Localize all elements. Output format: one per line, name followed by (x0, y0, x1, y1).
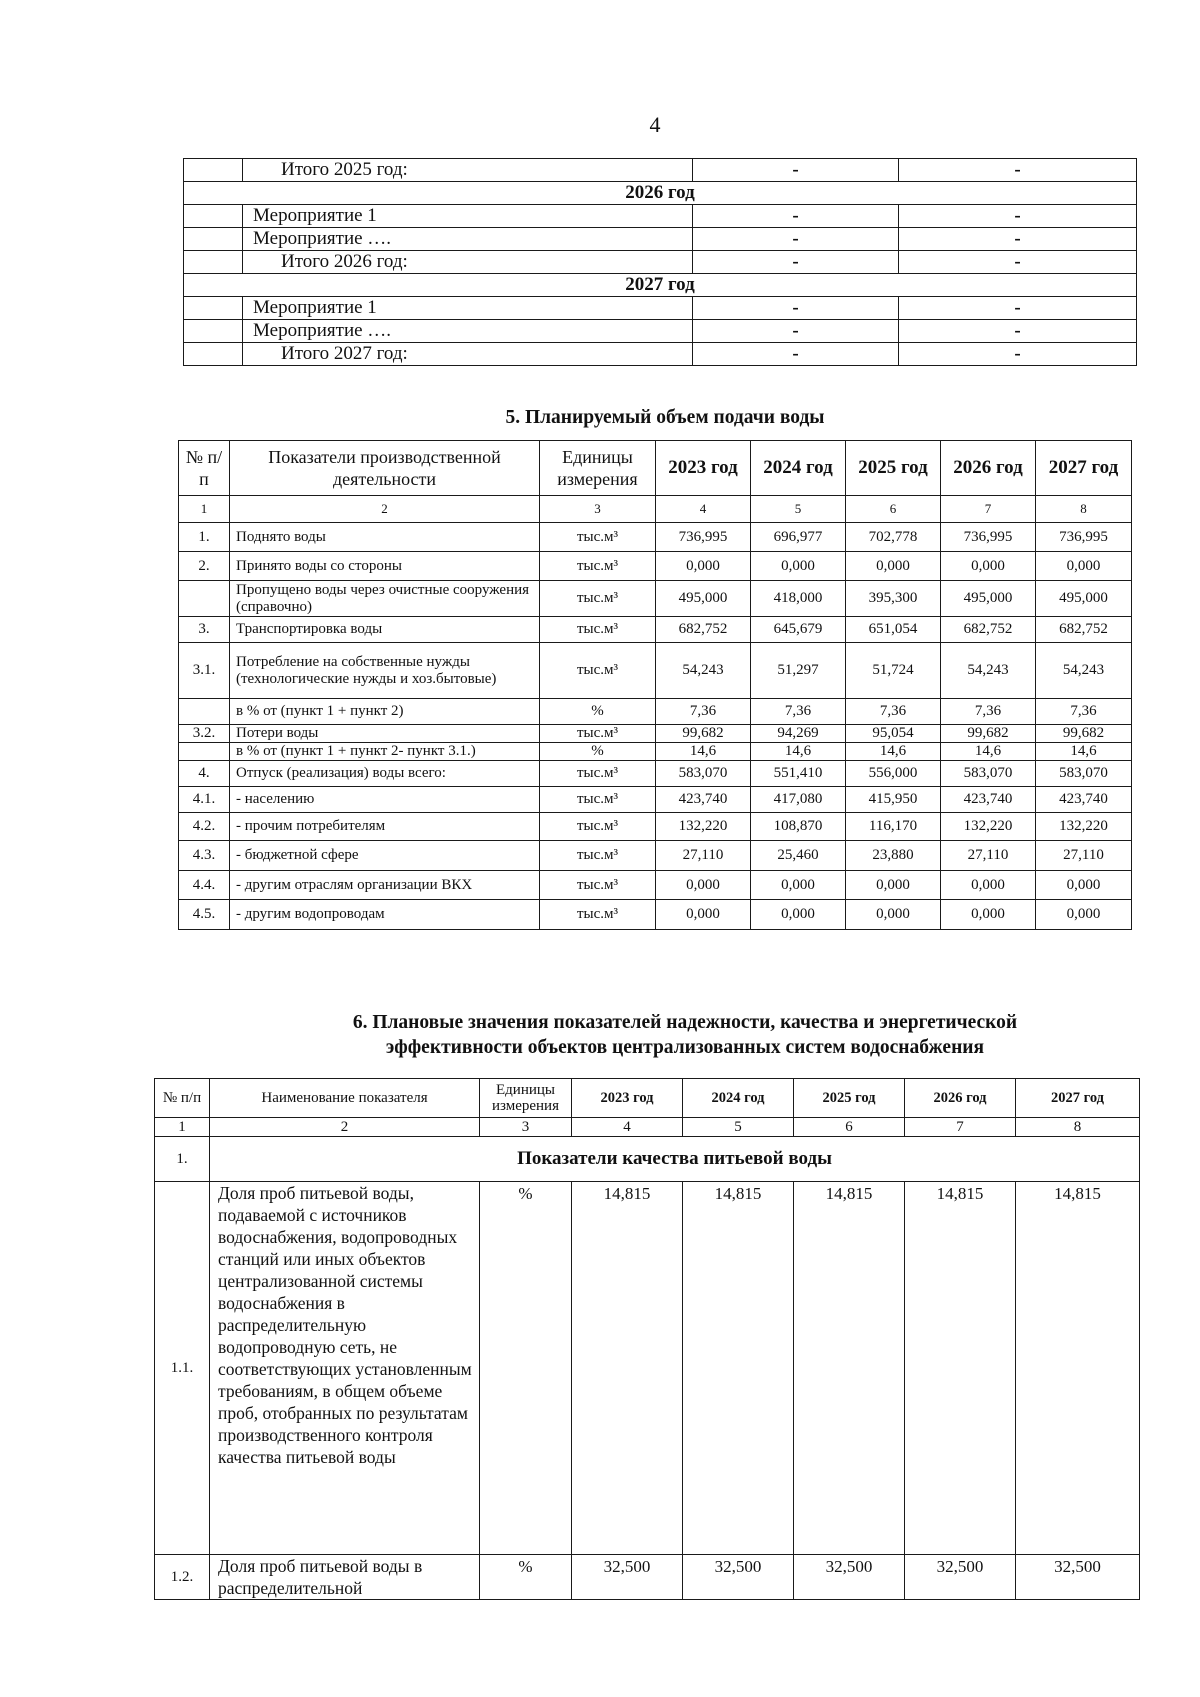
header-unit: Единицы измерения (540, 441, 656, 496)
value-cell: 108,870 (751, 813, 846, 841)
value-cell: 702,778 (846, 523, 941, 552)
value-cell: 682,752 (1036, 617, 1132, 643)
col-number: 5 (751, 496, 846, 523)
indicator-name: Доля проб питьевой воды в распределительной (210, 1555, 480, 1600)
row-no: 3.1. (179, 643, 230, 699)
header-unit: Единицы измерения (480, 1079, 572, 1118)
value-cell: 7,36 (1036, 699, 1132, 725)
unit-cell: тыс.м³ (540, 552, 656, 581)
unit-cell: % (540, 699, 656, 725)
measure-name: Мероприятие 1 (243, 205, 693, 228)
value-cell: 495,000 (941, 581, 1036, 617)
value-cell: 583,070 (941, 761, 1036, 787)
measure-name: Итого 2025 год: (243, 159, 693, 182)
col-number: 8 (1016, 1118, 1140, 1137)
unit-cell: тыс.м³ (540, 871, 656, 900)
table-header (155, 1079, 1140, 1118)
year-row (184, 274, 1137, 297)
header-2025: 2025 год (846, 441, 941, 496)
value-cell: 0,000 (941, 552, 1036, 581)
section6-title-line1: 6. Плановые значения показателей надежности, качества и энергетической (352, 1012, 1018, 1033)
value-cell: 132,220 (656, 813, 751, 841)
unit-cell: % (480, 1555, 572, 1600)
value-cell: 51,724 (846, 643, 941, 699)
header-2027: 2027 год (1036, 441, 1132, 496)
row-no: 3. (179, 617, 230, 643)
table-row (179, 552, 1132, 581)
unit-cell: тыс.м³ (540, 523, 656, 552)
value-cell: 551,410 (751, 761, 846, 787)
indicator-name: Пропущено воды через очистные сооружения (справочно) (230, 581, 540, 617)
indicator-name: Отпуск (реализация) воды всего: (230, 761, 540, 787)
row-no-cell (184, 159, 243, 182)
indicator-name: Доля проб питьевой воды, подаваемой с источников водоснабжения, водопроводных станций или иных объектов централизованной системы водоснабжения в распределительную водопроводную сеть, не соответствующих установленным требованиям, в общем объеме проб, отобранных по результатам производственного контроля качества питьевой воды (210, 1182, 480, 1555)
value-cell: 0,000 (1036, 552, 1132, 581)
value-cell: 14,815 (905, 1182, 1016, 1555)
header-2023: 2023 год (572, 1079, 683, 1118)
section5-title: 5. Планируемый объем подачи воды (505, 407, 825, 428)
measure-name: Мероприятие …. (243, 320, 693, 343)
col-number: 8 (1036, 496, 1132, 523)
value-cell: 14,6 (751, 743, 846, 761)
section-no: 1. (155, 1137, 210, 1182)
value-cell: 27,110 (656, 841, 751, 871)
header-2026: 2026 год (941, 441, 1036, 496)
table-row (184, 159, 1137, 182)
value-cell: - (693, 159, 899, 182)
table-row (179, 871, 1132, 900)
value-cell: - (899, 297, 1137, 320)
value-cell: 54,243 (941, 643, 1036, 699)
value-cell: 682,752 (941, 617, 1036, 643)
col-number: 7 (905, 1118, 1016, 1137)
value-cell: 495,000 (1036, 581, 1132, 617)
page-number: 4 (649, 112, 661, 137)
value-cell: 99,682 (656, 725, 751, 743)
col-number: 6 (794, 1118, 905, 1137)
unit-cell: тыс.м³ (540, 761, 656, 787)
header-indicator: Наименование показателя (210, 1079, 480, 1118)
row-no-cell (184, 343, 243, 366)
row-no: 1.1. (155, 1182, 210, 1555)
table-row (184, 320, 1137, 343)
header-2024: 2024 год (683, 1079, 794, 1118)
unit-cell: тыс.м³ (540, 787, 656, 813)
measure-name: Мероприятие 1 (243, 297, 693, 320)
value-cell: 645,679 (751, 617, 846, 643)
value-cell: 0,000 (846, 871, 941, 900)
value-cell: 736,995 (941, 523, 1036, 552)
table-row (179, 523, 1132, 552)
value-cell: 423,740 (941, 787, 1036, 813)
row-no-cell (184, 251, 243, 274)
value-cell: 14,815 (683, 1182, 794, 1555)
unit-cell: тыс.м³ (540, 900, 656, 930)
value-cell: 7,36 (846, 699, 941, 725)
value-cell: 495,000 (656, 581, 751, 617)
value-cell: - (693, 297, 899, 320)
year-heading: 2027 год (184, 274, 1137, 297)
value-cell: 99,682 (941, 725, 1036, 743)
value-cell: 682,752 (656, 617, 751, 643)
unit-cell: % (540, 743, 656, 761)
row-no: 4.1. (179, 787, 230, 813)
header-2023: 2023 год (656, 441, 751, 496)
section-heading: Показатели качества питьевой воды (210, 1137, 1140, 1182)
section6-title-line2: эффективности объектов централизованных систем водоснабжения (385, 1037, 985, 1058)
value-cell: 116,170 (846, 813, 941, 841)
col-number: 5 (683, 1118, 794, 1137)
col-number: 4 (656, 496, 751, 523)
value-cell: 423,740 (656, 787, 751, 813)
row-no: 4.5. (179, 900, 230, 930)
col-number: 6 (846, 496, 941, 523)
value-cell: 736,995 (656, 523, 751, 552)
value-cell: 0,000 (1036, 900, 1132, 930)
value-cell: 583,070 (1036, 761, 1132, 787)
row-no: 3.2. (179, 725, 230, 743)
table-row (179, 643, 1132, 699)
value-cell: - (899, 159, 1137, 182)
table-row (179, 581, 1132, 617)
row-no: 4. (179, 761, 230, 787)
value-cell: 0,000 (846, 900, 941, 930)
value-cell: - (693, 251, 899, 274)
col-number: 2 (230, 496, 540, 523)
col-number: 4 (572, 1118, 683, 1137)
indicator-name: - бюджетной сфере (230, 841, 540, 871)
row-no: 1. (179, 523, 230, 552)
unit-cell: тыс.м³ (540, 813, 656, 841)
unit-cell: % (480, 1182, 572, 1555)
value-cell: 696,977 (751, 523, 846, 552)
value-cell: 0,000 (751, 552, 846, 581)
table-row (179, 841, 1132, 871)
row-no (179, 699, 230, 725)
value-cell: 7,36 (941, 699, 1036, 725)
value-cell: - (899, 343, 1137, 366)
table-row (184, 228, 1137, 251)
table-row (184, 297, 1137, 320)
header-2025: 2025 год (794, 1079, 905, 1118)
value-cell: 25,460 (751, 841, 846, 871)
header-no: № п/п (155, 1079, 210, 1118)
value-cell: - (899, 205, 1137, 228)
row-no: 1.2. (155, 1555, 210, 1600)
table-row (179, 725, 1132, 743)
unit-cell: тыс.м³ (540, 725, 656, 743)
value-cell: 0,000 (941, 900, 1036, 930)
value-cell: 0,000 (846, 552, 941, 581)
value-cell: - (899, 228, 1137, 251)
value-cell: 14,6 (941, 743, 1036, 761)
value-cell: 32,500 (794, 1555, 905, 1600)
value-cell: 14,815 (572, 1182, 683, 1555)
value-cell: 132,220 (1036, 813, 1132, 841)
value-cell: 51,297 (751, 643, 846, 699)
value-cell: 14,6 (1036, 743, 1132, 761)
value-cell: 32,500 (1016, 1555, 1140, 1600)
row-no: 4.3. (179, 841, 230, 871)
year-heading: 2026 год (184, 182, 1137, 205)
indicators-table (154, 1078, 1140, 1600)
table-row (184, 205, 1137, 228)
section-row (155, 1137, 1140, 1182)
header-2024: 2024 год (751, 441, 846, 496)
value-cell: 7,36 (751, 699, 846, 725)
indicator-name: Транспортировка воды (230, 617, 540, 643)
value-cell: 27,110 (941, 841, 1036, 871)
row-no: 4.2. (179, 813, 230, 841)
unit-cell: тыс.м³ (540, 841, 656, 871)
table-row (179, 787, 1132, 813)
value-cell: 418,000 (751, 581, 846, 617)
indicator-name: Потери воды (230, 725, 540, 743)
value-cell: 99,682 (1036, 725, 1132, 743)
row-no: 2. (179, 552, 230, 581)
table-row (179, 761, 1132, 787)
value-cell: 583,070 (656, 761, 751, 787)
value-cell: 32,500 (572, 1555, 683, 1600)
row-no-cell (184, 297, 243, 320)
header-2027: 2027 год (1016, 1079, 1140, 1118)
value-cell: 14,815 (1016, 1182, 1140, 1555)
table-row (184, 251, 1137, 274)
col-number: 1 (179, 496, 230, 523)
indicator-name: в % от (пункт 1 + пункт 2- пункт 3.1.) (230, 743, 540, 761)
value-cell: 54,243 (656, 643, 751, 699)
indicator-name: - населению (230, 787, 540, 813)
row-no (179, 581, 230, 617)
row-no-cell (184, 228, 243, 251)
value-cell: 556,000 (846, 761, 941, 787)
table-row (179, 699, 1132, 725)
measure-name: Итого 2026 год: (243, 251, 693, 274)
col-number: 2 (210, 1118, 480, 1137)
row-no-cell (184, 320, 243, 343)
value-cell: 32,500 (683, 1555, 794, 1600)
table-row (179, 900, 1132, 930)
value-cell: 14,815 (794, 1182, 905, 1555)
unit-cell: тыс.м³ (540, 643, 656, 699)
col-number: 7 (941, 496, 1036, 523)
table-row (155, 1182, 1140, 1555)
indicator-name: Принято воды со стороны (230, 552, 540, 581)
value-cell: 0,000 (656, 552, 751, 581)
value-cell: - (693, 320, 899, 343)
row-no: 4.4. (179, 871, 230, 900)
value-cell: 132,220 (941, 813, 1036, 841)
value-cell: 23,880 (846, 841, 941, 871)
value-cell: 415,950 (846, 787, 941, 813)
measure-name: Мероприятие …. (243, 228, 693, 251)
value-cell: 423,740 (1036, 787, 1132, 813)
value-cell: 0,000 (751, 871, 846, 900)
year-row (184, 182, 1137, 205)
value-cell: 94,269 (751, 725, 846, 743)
col-number: 3 (480, 1118, 572, 1137)
value-cell: 0,000 (751, 900, 846, 930)
indicator-name: в % от (пункт 1 + пункт 2) (230, 699, 540, 725)
value-cell: 417,080 (751, 787, 846, 813)
value-cell: - (693, 343, 899, 366)
col-number: 1 (155, 1118, 210, 1137)
value-cell: 0,000 (941, 871, 1036, 900)
value-cell: 0,000 (656, 871, 751, 900)
table-row (179, 743, 1132, 761)
unit-cell: тыс.м³ (540, 581, 656, 617)
table-row (179, 617, 1132, 643)
indicator-name: Поднято воды (230, 523, 540, 552)
col-number: 3 (540, 496, 656, 523)
header-indicator: Показатели производственной деятельности (230, 441, 540, 496)
column-numbers-row (179, 496, 1132, 523)
water-supply-table (178, 440, 1132, 930)
value-cell: 0,000 (656, 900, 751, 930)
value-cell: - (899, 320, 1137, 343)
value-cell: 736,995 (1036, 523, 1132, 552)
value-cell: 651,054 (846, 617, 941, 643)
value-cell: 0,000 (1036, 871, 1132, 900)
table-row (155, 1555, 1140, 1600)
value-cell: 7,36 (656, 699, 751, 725)
indicator-name: - прочим потребителям (230, 813, 540, 841)
row-no (179, 743, 230, 761)
value-cell: 54,243 (1036, 643, 1132, 699)
table-row (179, 813, 1132, 841)
indicator-name: - другим водопроводам (230, 900, 540, 930)
column-numbers-row (155, 1118, 1140, 1137)
value-cell: 27,110 (1036, 841, 1132, 871)
value-cell: 32,500 (905, 1555, 1016, 1600)
indicator-name: - другим отраслям организации ВКХ (230, 871, 540, 900)
value-cell: 14,6 (656, 743, 751, 761)
header-2026: 2026 год (905, 1079, 1016, 1118)
table-row (184, 343, 1137, 366)
indicator-name: Потребление на собственные нужды (технологические нужды и хоз.бытовые) (230, 643, 540, 699)
value-cell: 14,6 (846, 743, 941, 761)
header-no: № п/п (179, 441, 230, 496)
value-cell: 95,054 (846, 725, 941, 743)
measures-table (183, 158, 1137, 366)
measure-name: Итого 2027 год: (243, 343, 693, 366)
unit-cell: тыс.м³ (540, 617, 656, 643)
value-cell: - (693, 205, 899, 228)
table-header (179, 441, 1132, 496)
value-cell: 395,300 (846, 581, 941, 617)
row-no-cell (184, 205, 243, 228)
value-cell: - (899, 251, 1137, 274)
value-cell: - (693, 228, 899, 251)
